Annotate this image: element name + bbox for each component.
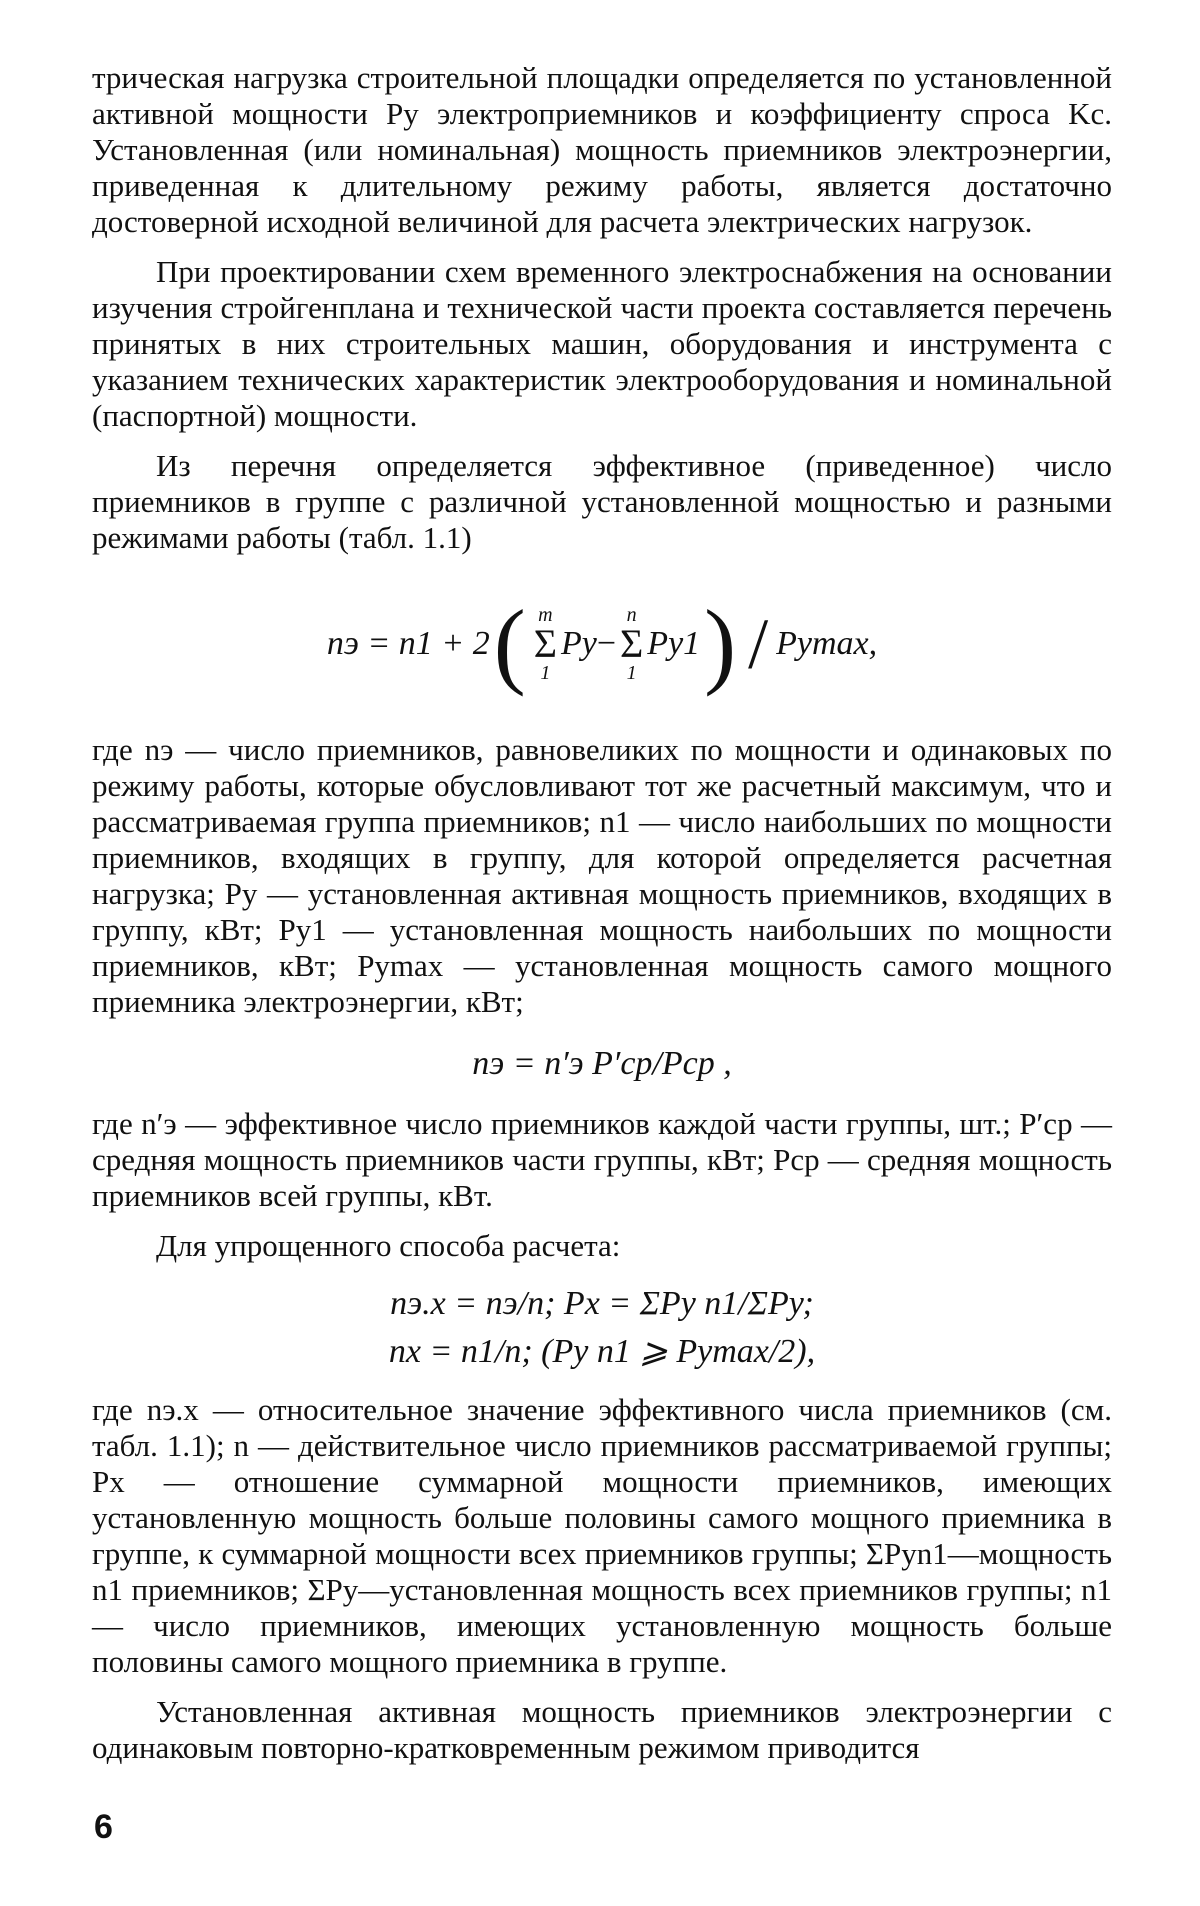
paragraph-effective-number: Из перечня определяется эффективное (приведенное) число приемников в группе с различной установленной мощностью и разными режимами работы (табл. 1.1) — [92, 448, 1112, 555]
sigma-icon: Σ — [533, 621, 557, 666]
formula-lhs: nэ = n1 + 2 — [326, 625, 490, 662]
page-number: 6 — [94, 1808, 113, 1846]
paragraph-definitions-3: где nэ.х — относительное значение эффективного числа приемников (см. табл. 1.1); n — действительное число приемников рассматриваемой группы; Pх — отношение суммарной мощности приемников, имеющих установленную мощность больше половины самого мощного приемника в группе, к суммарной мощности всех приемников группы; ΣPуn1—мощность n1 приемников; ΣPу—установленная мощность всех приемников группы; n1 — число приемников, имеющих установленную мощность больше половины самого мощного приемника в группе. — [92, 1392, 1112, 1679]
paragraph-intro: трическая нагрузка строительной площадки определяется по установленной активной мощности Pу электроприемников и коэффициенту спроса Kс. Установленная (или номинальная) мощность приемников электроэнергии, приведенная к длительному режиму работы, является достаточно достоверной исходной величиной для расчета электрических нагрузок. — [92, 60, 1112, 239]
sigma-icon: Σ — [620, 621, 644, 666]
paragraph-design: При проектировании схем временного электроснабжения на основании изучения стройгенплана и технической части проекта составляется перечень принятых в них строительных машин, оборудования и инструмента с указанием технических характеристик электрооборудования и номинальной (паспортной) мощности. — [92, 254, 1112, 433]
formula-simplified-line-2: nх = n1/n; (Pу n1 ⩾ Pуmax/2), — [388, 1333, 816, 1370]
formula-ratio: nэ = n′э P′ср/Pср , — [472, 1045, 732, 1082]
open-paren: ( — [493, 590, 526, 697]
paragraph-simplified: Для упрощенного способа расчета: — [156, 1228, 621, 1263]
formula-simplified-line-1: nэ.х = nэ/n; Pх = ΣPу n1/ΣPу; — [390, 1285, 814, 1322]
sum-m-bottom: 1 — [540, 662, 551, 684]
sum-n-top: n — [626, 604, 637, 626]
formula-effective-number — [92, 592, 1112, 696]
formula-rhs: Pуmax, — [776, 625, 878, 662]
paragraph-definitions-2: где n′э — эффективное число приемников каждой части группы, шт.; P′ср — средняя мощность приемников части группы, кВт; Pср — средняя мощность приемников всей группы, кВт. — [92, 1106, 1112, 1213]
paragraph-definitions-1: где nэ — число приемников, равновеликих по мощности и одинаковых по режиму работы, которые обусловливают тот же расчетный максимум, что и рассматриваемая группа приемников; n1 — число наибольших по мощности приемников, входящих в группу, для которой определяется расчетная нагрузка; Pу — установленная активная мощность приемников, входящих в группу, кВт; Pу1 — установленная мощность наибольших по мощности приемников, кВт; Pуmax — установленная мощность самого мощного приемника электроэнергии, кВт; — [92, 732, 1112, 1019]
page-body — [92, 60, 1112, 1766]
division-slash: / — [748, 604, 769, 684]
term-py: Pу — [560, 625, 597, 662]
sum-m — [534, 605, 557, 683]
term-py1: Pу1 — [647, 625, 701, 662]
formula-simplified — [92, 1280, 1112, 1376]
close-paren: ) — [704, 590, 737, 697]
sum-n-bottom: 1 — [626, 662, 637, 684]
paragraph-installed-power: Установленная активная мощность приемников электроэнергии с одинаковым повторно-кратковременным режимом приводится — [92, 1694, 1112, 1765]
sum-n — [620, 605, 643, 683]
sum-m-top: m — [538, 604, 553, 626]
minus-sign: − — [596, 625, 617, 662]
